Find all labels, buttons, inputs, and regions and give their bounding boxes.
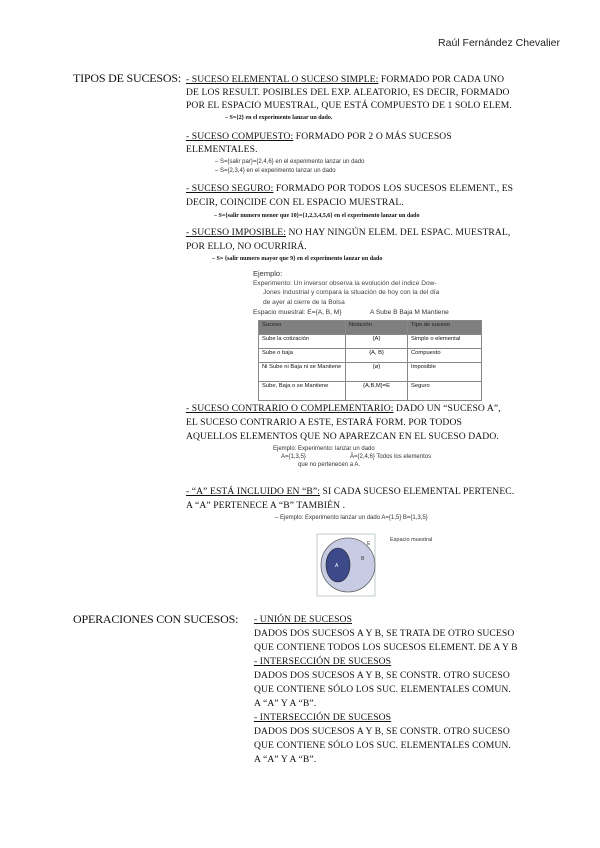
venn-b-label: B — [361, 556, 365, 562]
seguro-line2: DECIR, COINCIDE CON EL ESPACIO MUESTRAL. — [186, 197, 404, 208]
compuesto-line1: - SUCESO COMPUESTO: FORMADO POR 2 O MÁS SUCESOS — [186, 131, 452, 142]
seguro-line1: - SUCESO SEGURO: FORMADO POR TODOS LOS SUCESOS ELEMENT., ES — [186, 183, 514, 194]
table-cell: Sube, Baja o se Mantiene — [259, 382, 346, 401]
imposible-line2: POR ELLO, NO OCURRIRÁ. — [186, 241, 307, 252]
contrario-line2: EL SUCESO CONTRARIO A ESTE, ESTARÁ FORM. POR TODOS — [186, 417, 462, 428]
table-cell: Imposible — [408, 363, 482, 382]
incluido-line1: - “A” ESTÁ INCLUIDO EN “B”: SI CADA SUCESO ELEMENTAL PERTENEC. — [186, 486, 515, 497]
contrario-example-2b: Ā={2,4,6} Todos los elementos — [350, 454, 432, 460]
table-header: Tipo de suceso — [408, 321, 482, 335]
table-cell: {ø} — [346, 363, 408, 382]
table-cell: {A} — [346, 335, 408, 349]
venn-a-label: A — [335, 563, 339, 569]
compuesto-example-1: – S={salir par}={2,4,6} en el experimento lanzar un dado — [215, 159, 365, 165]
seguro-example: – S={salir numero menor que 10}={1,2,3,4,5,6} en el experimento lanzar un dado — [214, 213, 420, 219]
section-title-operaciones: OPERACIONES CON SUCESOS: — [73, 612, 239, 626]
table-header-row — [259, 321, 482, 335]
incluido-line2: A “A” PERTENECE A “B” TAMBIÉN . — [186, 500, 346, 511]
interseccion-label-1: - INTERSECCIÓN DE SUCESOS — [254, 656, 392, 667]
interseccion-2-line2: QUE CONTIENE SÓLO LOS SUC. ELEMENTALES COMUN. — [254, 740, 511, 751]
section-title-tipos: TIPOS DE SUCESOS: — [73, 71, 181, 85]
table-cell: Sube o baja — [259, 349, 346, 363]
interseccion-2-line3: A “A” Y A “B”. — [254, 754, 317, 765]
imposible-example: – S= {salir numero mayor que 9} en el experimento lanzar un dado — [212, 256, 383, 262]
incluido-label: - “A” ESTÁ INCLUIDO EN “B”: — [186, 486, 321, 497]
table-row — [259, 363, 482, 382]
contrario-line3: AQUELLOS ELEMENTOS QUE NO APAREZCAN EN EL SUCESO DADO. — [186, 431, 499, 442]
interseccion-1-line2: QUE CONTIENE SÓLO LOS SUC. ELEMENTALES COMUN. — [254, 684, 511, 695]
venn-e-label: E — [367, 541, 371, 547]
table-header: Notación — [346, 321, 408, 335]
ejemplo-suceso-legend: A Sube B Baja M Mantiene — [370, 309, 449, 316]
table-cell: Ni Sube ni Baja ni se Mantiene — [259, 363, 346, 382]
table-cell: {A, B} — [346, 349, 408, 363]
union-line1: DADOS DOS SUCESOS A Y B, SE TRATA DE OTRO SUCESO — [254, 628, 515, 639]
venn-caption: Espacio muestral — [390, 537, 433, 543]
incluido-example: – Ejemplo: Experimento lanzar un dado A={1,5} B={1,3,5} — [275, 515, 428, 521]
contrario-label: - SUCESO CONTRARIO O COMPLEMENTARIO: — [186, 403, 394, 414]
table-cell: Simple o elemental — [408, 335, 482, 349]
simple-line3: POR EL ESPACIO MUESTRAL, QUE ESTÁ COMPUESTO DE 1 SOLO ELEM. — [186, 100, 512, 111]
table-header: Suceso — [259, 321, 346, 335]
simple-label: - SUCESO ELEMENTAL O SUCESO SIMPLE: — [186, 74, 379, 85]
simple-example: – S={2} en el experimento lanzar un dado. — [225, 115, 333, 121]
compuesto-example-2: – S={2,3,4} en el experimento lanzar un dado — [215, 168, 336, 174]
interseccion-1-line1: DADOS DOS SUCESOS A Y B, SE CONSTR. OTRO SUCESO — [254, 670, 510, 681]
author-name: Raúl Fernández Chevalier — [438, 37, 560, 49]
interseccion-1-line3: A “A” Y A “B”. — [254, 698, 317, 709]
union-label: - UNIÓN DE SUCESOS — [254, 614, 353, 625]
contrario-line1: - SUCESO CONTRARIO O COMPLEMENTARIO: DADO UN “SUCESO A”, — [186, 403, 501, 414]
seguro-label: - SUCESO SEGURO: — [186, 183, 274, 194]
contrario-example-2a: A={1,3,5} — [281, 454, 306, 460]
table-cell: Sube la cotización — [259, 335, 346, 349]
interseccion-2-line1: DADOS DOS SUCESOS A Y B, SE CONSTR. OTRO SUCESO — [254, 726, 510, 737]
table-cell: Seguro — [408, 382, 482, 401]
ejemplo-text: Experimento: Un inversor observa la evolución del índice Dow- Jones Industrial y compara la situación de hoy con la del día de ayer al cierre de la Bolsa — [253, 280, 440, 306]
simple-line1: - SUCESO ELEMENTAL O SUCESO SIMPLE: FORMADO POR CADA UNO — [186, 74, 505, 85]
table-row — [259, 349, 482, 363]
contrario-example-1: Ejemplo: Experimento: lanzar un dado — [273, 446, 375, 452]
venn-diagram — [315, 530, 455, 600]
ejemplo-table — [258, 320, 482, 401]
table-cell: {A,B,M}=E — [346, 382, 408, 401]
ejemplo-espacio-muestral: Espacio muestral: E={A, B, M} — [253, 309, 342, 316]
contrario-example-2c: que no pertenecen a A. — [298, 462, 361, 468]
table-cell: Compuesto — [408, 349, 482, 363]
imposible-label: - SUCESO IMPOSIBLE: — [186, 227, 286, 238]
union-line2: QUE CONTIENE TODOS LOS SUCESOS ELEMENT. DE A Y B — [254, 642, 518, 653]
table-row — [259, 335, 482, 349]
interseccion-label-2: - INTERSECCIÓN DE SUCESOS — [254, 712, 392, 723]
ejemplo-heading: Ejemplo: — [253, 269, 283, 278]
compuesto-label: - SUCESO COMPUESTO: — [186, 131, 294, 142]
compuesto-line2: ELEMENTALES. — [186, 144, 258, 155]
table-row — [259, 382, 482, 401]
simple-line2: DE LOS RESULT. POSIBLES DEL EXP. ALEATORIO, ES DECIR, FORMADO — [186, 87, 510, 98]
imposible-line1: - SUCESO IMPOSIBLE: NO HAY NINGÚN ELEM. DEL ESPAC. MUESTRAL, — [186, 227, 511, 238]
